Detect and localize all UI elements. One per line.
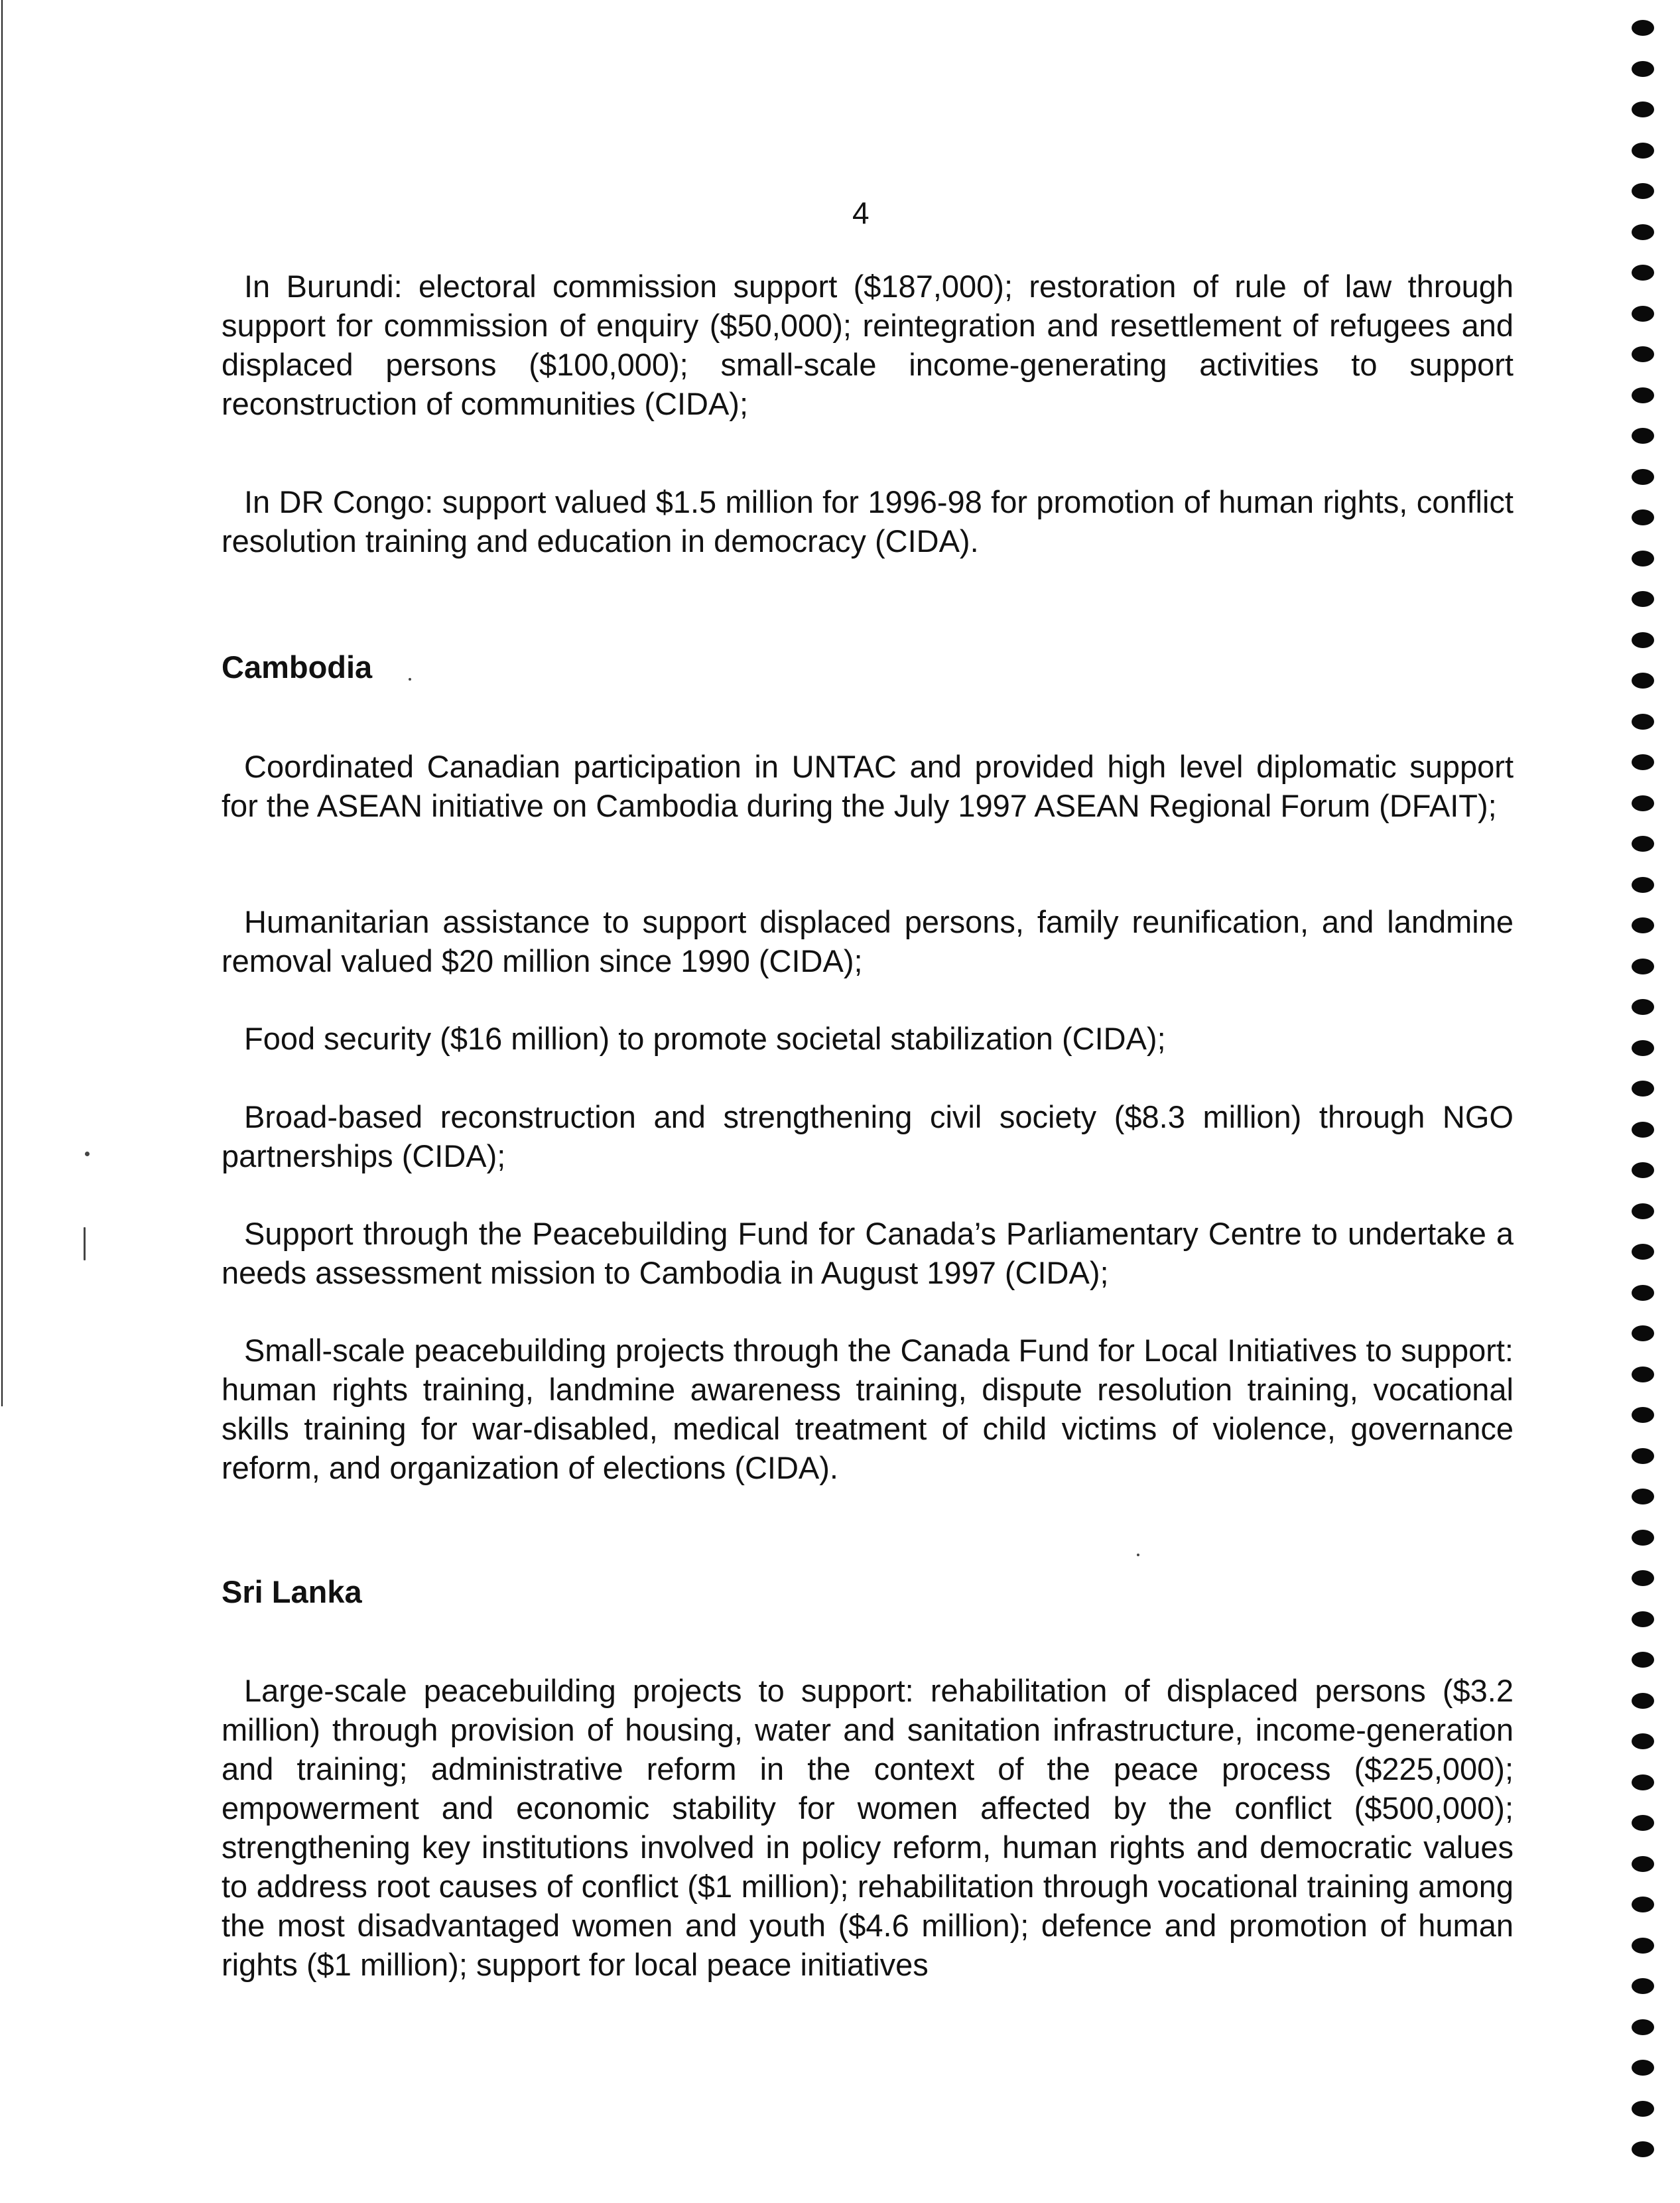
binding-hole: [1632, 1652, 1654, 1668]
binding-hole: [1632, 2060, 1654, 2076]
binding-hole: [1632, 754, 1654, 770]
binding-hole: [1632, 224, 1654, 240]
binding-hole: [1632, 551, 1654, 567]
scan-speck: [409, 678, 411, 681]
binding-hole: [1632, 632, 1654, 648]
binding-hole: [1632, 2141, 1654, 2157]
binding-hole: [1632, 917, 1654, 933]
binding-hole: [1632, 1856, 1654, 1872]
binding-hole: [1632, 673, 1654, 689]
cambodia-paragraph-4: Broad-based reconstruction and strengthening civil society ($8.3 million) through NGO partnerships (CIDA);: [222, 1099, 1514, 1173]
binding-hole: [1632, 101, 1654, 117]
binding-hole: [1632, 999, 1654, 1015]
scan-speck: [85, 1152, 90, 1156]
scan-mark: [84, 1227, 86, 1260]
binding-hole: [1632, 265, 1654, 281]
binding-hole: [1632, 1325, 1654, 1341]
cambodia-paragraph-3: Food security ($16 million) to promote societal stabilization (CIDA);: [244, 1021, 1166, 1056]
binding-holes: [1632, 0, 1665, 2203]
binding-hole: [1632, 1122, 1654, 1138]
binding-hole: [1632, 61, 1654, 77]
binding-hole: [1632, 387, 1654, 403]
binding-hole: [1632, 1244, 1654, 1260]
binding-hole: [1632, 1897, 1654, 1912]
binding-hole: [1632, 836, 1654, 852]
binding-hole: [1632, 1611, 1654, 1627]
binding-hole: [1632, 183, 1654, 199]
binding-hole: [1632, 2019, 1654, 2035]
srilanka-paragraph: Large-scale peacebuilding projects to support: rehabilitation of displaced persons ($3.2 million) through provision of housing, water and sanitation infrastructure, income-generation and training; administrative reform in the context of the peace process ($225,000); empowerment and economic stability for women affected by the conflict ($500,000); strengthening key institutions involved in policy reform, human rights and democratic values to address root causes of conflict ($1 million); rehabilitation through vocational training among the most disadvantaged women and youth ($4.6 million); defence and promotion of human rights ($1 million); support for local peace initiatives: [222, 1673, 1514, 1982]
binding-hole: [1632, 1489, 1654, 1504]
binding-hole: [1632, 20, 1654, 36]
cambodia-paragraph-5: Support through the Peacebuilding Fund for Canada’s Parliamentary Centre to undertake a needs assessment mission to Cambodia in August 1997 (CIDA);: [222, 1216, 1514, 1290]
cambodia-paragraph-6: Small-scale peacebuilding projects through the Canada Fund for Local Initiatives to support: human rights training, landmine awareness training, dispute resolution training, vocational skills training for war-disabled, medical treatment of child victims of violence, governance reform, and organization of elections (CIDA).: [222, 1333, 1514, 1485]
binding-hole: [1632, 1774, 1654, 1790]
binding-hole: [1632, 1162, 1654, 1178]
binding-hole: [1632, 1978, 1654, 1994]
binding-hole: [1632, 1693, 1654, 1709]
binding-hole: [1632, 1203, 1654, 1219]
binding-hole: [1632, 877, 1654, 893]
burundi-paragraph: In Burundi: electoral commission support ($187,000); restoration of rule of law through support for commission of enquiry ($50,000); reintegration and resettlement of refugees and displaced persons ($100,000); small-scale income-generating activities to support reconstruction of communities (CIDA);: [222, 269, 1514, 421]
binding-hole: [1632, 306, 1654, 322]
cambodia-paragraph-1: Coordinated Canadian participation in UNTAC and provided high level diplomatic support for the ASEAN initiative on Cambodia during the July 1997 ASEAN Regional Forum (DFAIT);: [222, 749, 1514, 823]
binding-hole: [1632, 1530, 1654, 1546]
binding-hole: [1632, 1285, 1654, 1301]
binding-hole: [1632, 1081, 1654, 1097]
binding-hole: [1632, 1448, 1654, 1464]
binding-hole: [1632, 959, 1654, 974]
binding-hole: [1632, 428, 1654, 444]
scan-edge-line: [1, 0, 3, 1406]
binding-hole: [1632, 1733, 1654, 1749]
binding-hole: [1632, 714, 1654, 730]
binding-hole: [1632, 1407, 1654, 1423]
binding-hole: [1632, 346, 1654, 362]
binding-hole: [1632, 2101, 1654, 2117]
cambodia-heading: Cambodia: [222, 649, 373, 685]
binding-hole: [1632, 1815, 1654, 1831]
binding-hole: [1632, 1367, 1654, 1382]
binding-hole: [1632, 1570, 1654, 1586]
binding-hole: [1632, 469, 1654, 485]
cambodia-paragraph-2: Humanitarian assistance to support displaced persons, family reunification, and landmine removal valued $20 million since 1990 (CIDA);: [222, 904, 1514, 978]
binding-hole: [1632, 1938, 1654, 1954]
binding-hole: [1632, 509, 1654, 525]
binding-hole: [1632, 143, 1654, 159]
drcongo-paragraph: In DR Congo: support valued $1.5 million for 1996-98 for promotion of human rights, conflict resolution training and education in democracy (CIDA).: [222, 484, 1514, 559]
binding-hole: [1632, 1040, 1654, 1056]
scan-speck: [1137, 1554, 1139, 1556]
srilanka-heading: Sri Lanka: [222, 1574, 362, 1609]
page-number: 4: [852, 196, 870, 230]
binding-hole: [1632, 795, 1654, 811]
binding-hole: [1632, 591, 1654, 607]
